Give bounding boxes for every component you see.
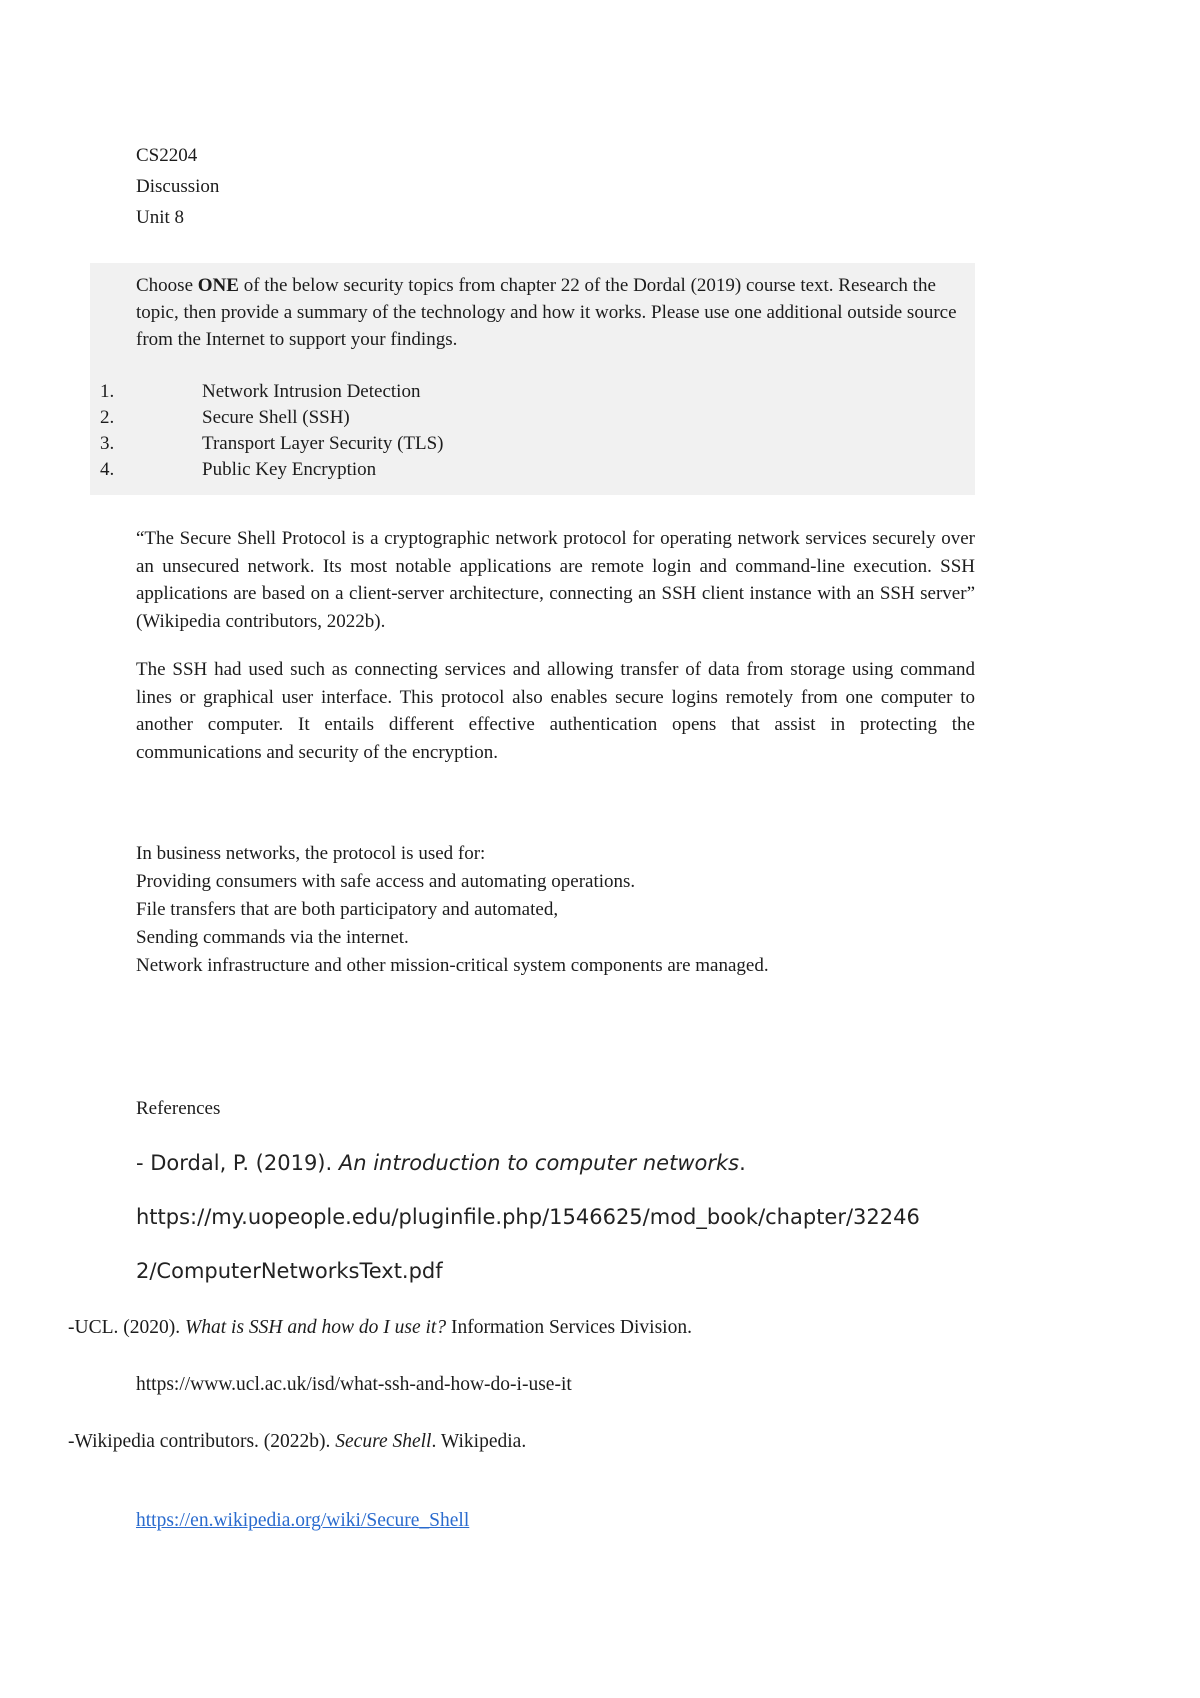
uses-item-3: Sending commands via the internet. <box>136 927 409 948</box>
topic-number: 2. <box>100 407 115 428</box>
reference-dordal-title: An introduction to computer networks <box>338 1151 740 1175</box>
topic-item-4 <box>90 457 975 483</box>
topic-label: Secure Shell (SSH) <box>202 407 350 428</box>
reference-wikipedia-post: . Wikipedia. <box>431 1431 527 1452</box>
doc-type: Discussion <box>136 176 220 197</box>
ssh-quote-paragraph: “The Secure Shell Protocol is a cryptographic network protocol for operating network services securely over an unsecured network. Its most notable applications are remote login and command-line execution. SSH applications are based on a client-server architecture, connecting an SSH client instance with an SSH server” (Wikipedia contributors, 2022b). <box>136 528 975 632</box>
topic-label: Public Key Encryption <box>202 459 377 480</box>
topic-item-3 <box>90 431 975 457</box>
topic-number: 3. <box>100 433 115 454</box>
topic-item-1 <box>90 379 975 405</box>
business-uses-block <box>136 840 975 980</box>
topic-label: Transport Layer Security (TLS) <box>202 433 444 454</box>
topic-item-2 <box>90 405 975 431</box>
prompt-text-pre: Choose <box>136 275 198 296</box>
reference-dordal <box>136 1150 975 1176</box>
topic-number: 4. <box>100 459 115 480</box>
uses-intro: In business networks, the protocol is used for: <box>136 843 486 864</box>
reference-ucl-title: What is SSH and how do I use it? <box>184 1317 447 1338</box>
topics-list <box>90 379 975 483</box>
reference-dordal-url-line2: 2/ComputerNetworksText.pdf <box>136 1259 443 1283</box>
reference-wikipedia-title: Secure Shell <box>335 1431 432 1452</box>
reference-dordal-post: . <box>739 1151 746 1175</box>
reference-wikipedia <box>68 1428 975 1455</box>
reference-wikipedia-url-line <box>136 1507 975 1534</box>
reference-ucl <box>68 1314 975 1341</box>
uses-item-2: File transfers that are both participatory and automated, <box>136 899 559 920</box>
ssh-summary-paragraph: The SSH had used such as connecting services and allowing transfer of data from storage using command lines or graphical user interface. This protocol also enables secure logins remotely from one computer to another computer. It entails different effective authentication opens that assist in protecting the communications and security of the encryption. <box>136 659 975 763</box>
prompt-text-post: of the below security topics from chapter 22 of the Dordal (2019) course text. Research the topic, then provide a summary of the technology and how it works. Please use one additional outside source from the Internet to support your findings. <box>136 275 957 350</box>
reference-dordal-url-line1: https://my.uopeople.edu/pluginfile.php/1546625/mod_book/chapter/32246 <box>136 1205 920 1229</box>
document-header <box>136 140 975 233</box>
references-heading: References <box>136 1098 221 1119</box>
uses-item-1: Providing consumers with safe access and automating operations. <box>136 871 636 892</box>
highlighted-prompt-block <box>90 263 975 495</box>
uses-item-4: Network infrastructure and other mission-critical system components are managed. <box>136 955 769 976</box>
course-code: CS2204 <box>136 145 198 166</box>
wikipedia-secure-shell-link[interactable]: https://en.wikipedia.org/wiki/Secure_Shell <box>136 1510 470 1531</box>
assignment-prompt <box>90 272 975 353</box>
reference-ucl-post: Information Services Division. <box>446 1317 692 1338</box>
unit-label: Unit 8 <box>136 207 185 228</box>
reference-ucl-url: https://www.ucl.ac.uk/isd/what-ssh-and-how-do-i-use-it <box>136 1374 572 1395</box>
prompt-bold-one: ONE <box>197 275 239 296</box>
topic-label: Network Intrusion Detection <box>202 381 421 402</box>
reference-ucl-pre: -UCL. (2020). <box>68 1317 185 1338</box>
reference-dordal-pre: - Dordal, P. (2019). <box>136 1151 339 1175</box>
reference-wikipedia-pre: -Wikipedia contributors. (2022b). <box>68 1431 336 1452</box>
topic-number: 1. <box>100 381 115 402</box>
